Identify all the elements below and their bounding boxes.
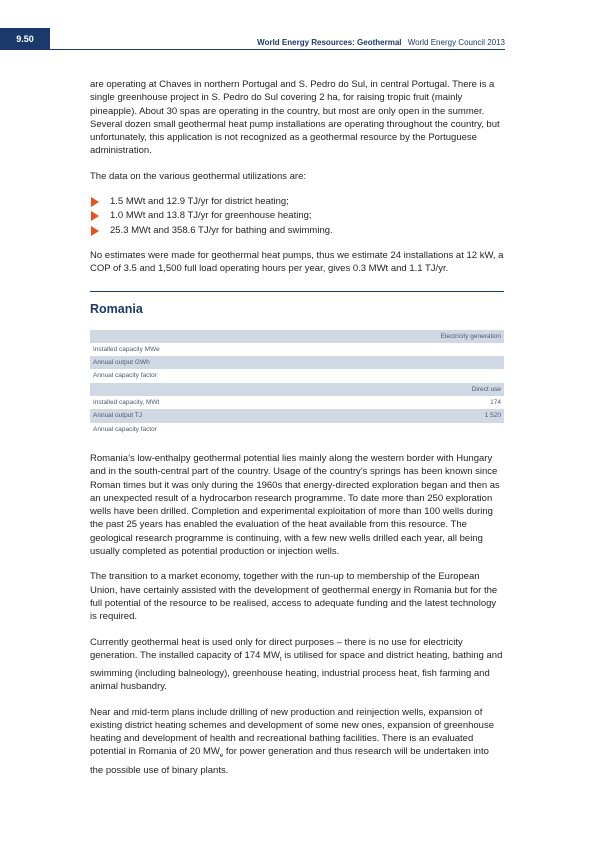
running-header	[257, 38, 505, 48]
section-divider	[90, 291, 504, 292]
table-header-row	[90, 330, 504, 343]
row-value: 174	[490, 399, 501, 407]
table-row	[90, 396, 504, 409]
text-run: for power generation and thus research will be undertaken into the possible use of binary plants.	[90, 746, 489, 776]
row-label: Installed capacity MWe	[93, 345, 160, 353]
row-value: 1 520	[306, 409, 504, 422]
list-item-text: 1.5 MWt and 12.9 TJ/yr for district heating;	[110, 196, 289, 208]
org-year: World Energy Council 2013	[407, 38, 505, 47]
row-value	[306, 369, 504, 382]
utilizations-intro: The data on the various geothermal utilizations are:	[90, 170, 306, 182]
section-title: Romania	[90, 301, 143, 316]
unit-subscript: t	[279, 656, 282, 663]
table-row	[90, 356, 504, 369]
header-rule	[50, 49, 505, 50]
table-header-row	[90, 383, 504, 396]
report-title: World Energy Resources: Geothermal	[257, 38, 402, 47]
text-run: is utilised for space and district heating, bathing and swimming (including balneology), greenhouse heating, industrial process heat, fish farming and animal husbandry.	[90, 649, 503, 693]
electricity-generation-header: Electricity generation	[306, 330, 504, 343]
text-run: Currently geothermal heat is used only for direct purposes – there is no use for electricity generation. The installed capacity of 174 MW	[90, 636, 463, 661]
bullet-triangle-icon	[91, 197, 99, 207]
table-cell	[90, 330, 306, 343]
list-item	[90, 195, 504, 208]
row-value	[306, 423, 504, 436]
utilizations-list	[90, 195, 504, 237]
unit-subscript: e	[219, 753, 224, 760]
bullet-triangle-icon	[91, 226, 99, 236]
table-cell	[90, 383, 306, 396]
row-label: Annual capacity factor	[93, 425, 157, 433]
page-content	[90, 78, 504, 789]
table-row	[90, 369, 504, 382]
bullet-triangle-icon	[91, 211, 99, 221]
row-label: Installed capacity, MWt	[93, 399, 160, 407]
body-paragraph	[90, 706, 504, 777]
body-paragraph: The transition to a market economy, together with the run-up to membership of the European Union, have certainly assisted with the development of geothermal energy in Romania but for the full potential of the resource to be realised, access to adequate funding and the latest technology is required.	[90, 571, 498, 623]
intro-paragraph: are operating at Chaves in northern Portugal and S. Pedro do Sul, in central Portugal. There is a single greenhouse project in S. Pedro do Sul covering 2 ha, for raising tropic fruit (mainly pineapple). About 30 spas are operating in the country, but most are only open in the summer. Several dozen small geothermal heat pump installations are operating throughout the country, but unfortunately, this application is not recognized as a geothermal resource by the Portuguese administration.	[90, 79, 500, 157]
table-row	[90, 409, 504, 422]
row-label: Annual capacity factor	[93, 372, 157, 380]
list-item	[90, 224, 504, 237]
row-label: Annual output GWh	[90, 356, 306, 369]
row-value	[306, 343, 504, 356]
romania-data-table	[90, 330, 504, 436]
direct-use-header: Direct use	[306, 383, 504, 396]
row-label: Annual output TJ	[90, 409, 306, 422]
list-item	[90, 209, 504, 222]
body-paragraph	[90, 636, 504, 694]
text-run: Near and mid-term plans include drilling of new production and reinjection wells, expansion of existing district heating schemes and development of some new ones, expansion of greenhouse heating and development of health and recreational bathing facilities. There is an evaluated potential in Romania of 20 MW	[90, 706, 494, 758]
row-value	[306, 356, 504, 369]
table-row	[90, 423, 504, 436]
table-row	[90, 343, 504, 356]
body-paragraph: Romania’s low-enthalpy geothermal potential lies mainly along the western border with Hungary and in the south-central part of the country. Usage of the country’s springs has been known since Roman times but it was only during the 1960s that energy-directed exploration began and then as an unexpected result of a hydrocarbon research programme. To date more than 250 exploration wells have been drilled. Completion and experimental exploitation of more than 100 wells during the past 25 years has enabled the evaluation of the heat available from this resource. The geological research programme is continuing, with a few new wells drilled each year, all being usually completed as potential production or injection wells.	[90, 452, 500, 558]
list-item-text: 25.3 MWt and 358.6 TJ/yr for bathing and swimming.	[110, 224, 333, 236]
page-number-tab: 9.50	[0, 28, 50, 50]
heat-pump-paragraph: No estimates were made for geothermal heat pumps, thus we estimate 24 installations at 12 kW, a COP of 3.5 and 1,500 full load operating hours per year, gives 0.3 MWt and 1.1 TJ/yr.	[90, 249, 504, 275]
list-item-text: 1.0 MWt and 13.8 TJ/yr for greenhouse heating;	[110, 210, 312, 222]
